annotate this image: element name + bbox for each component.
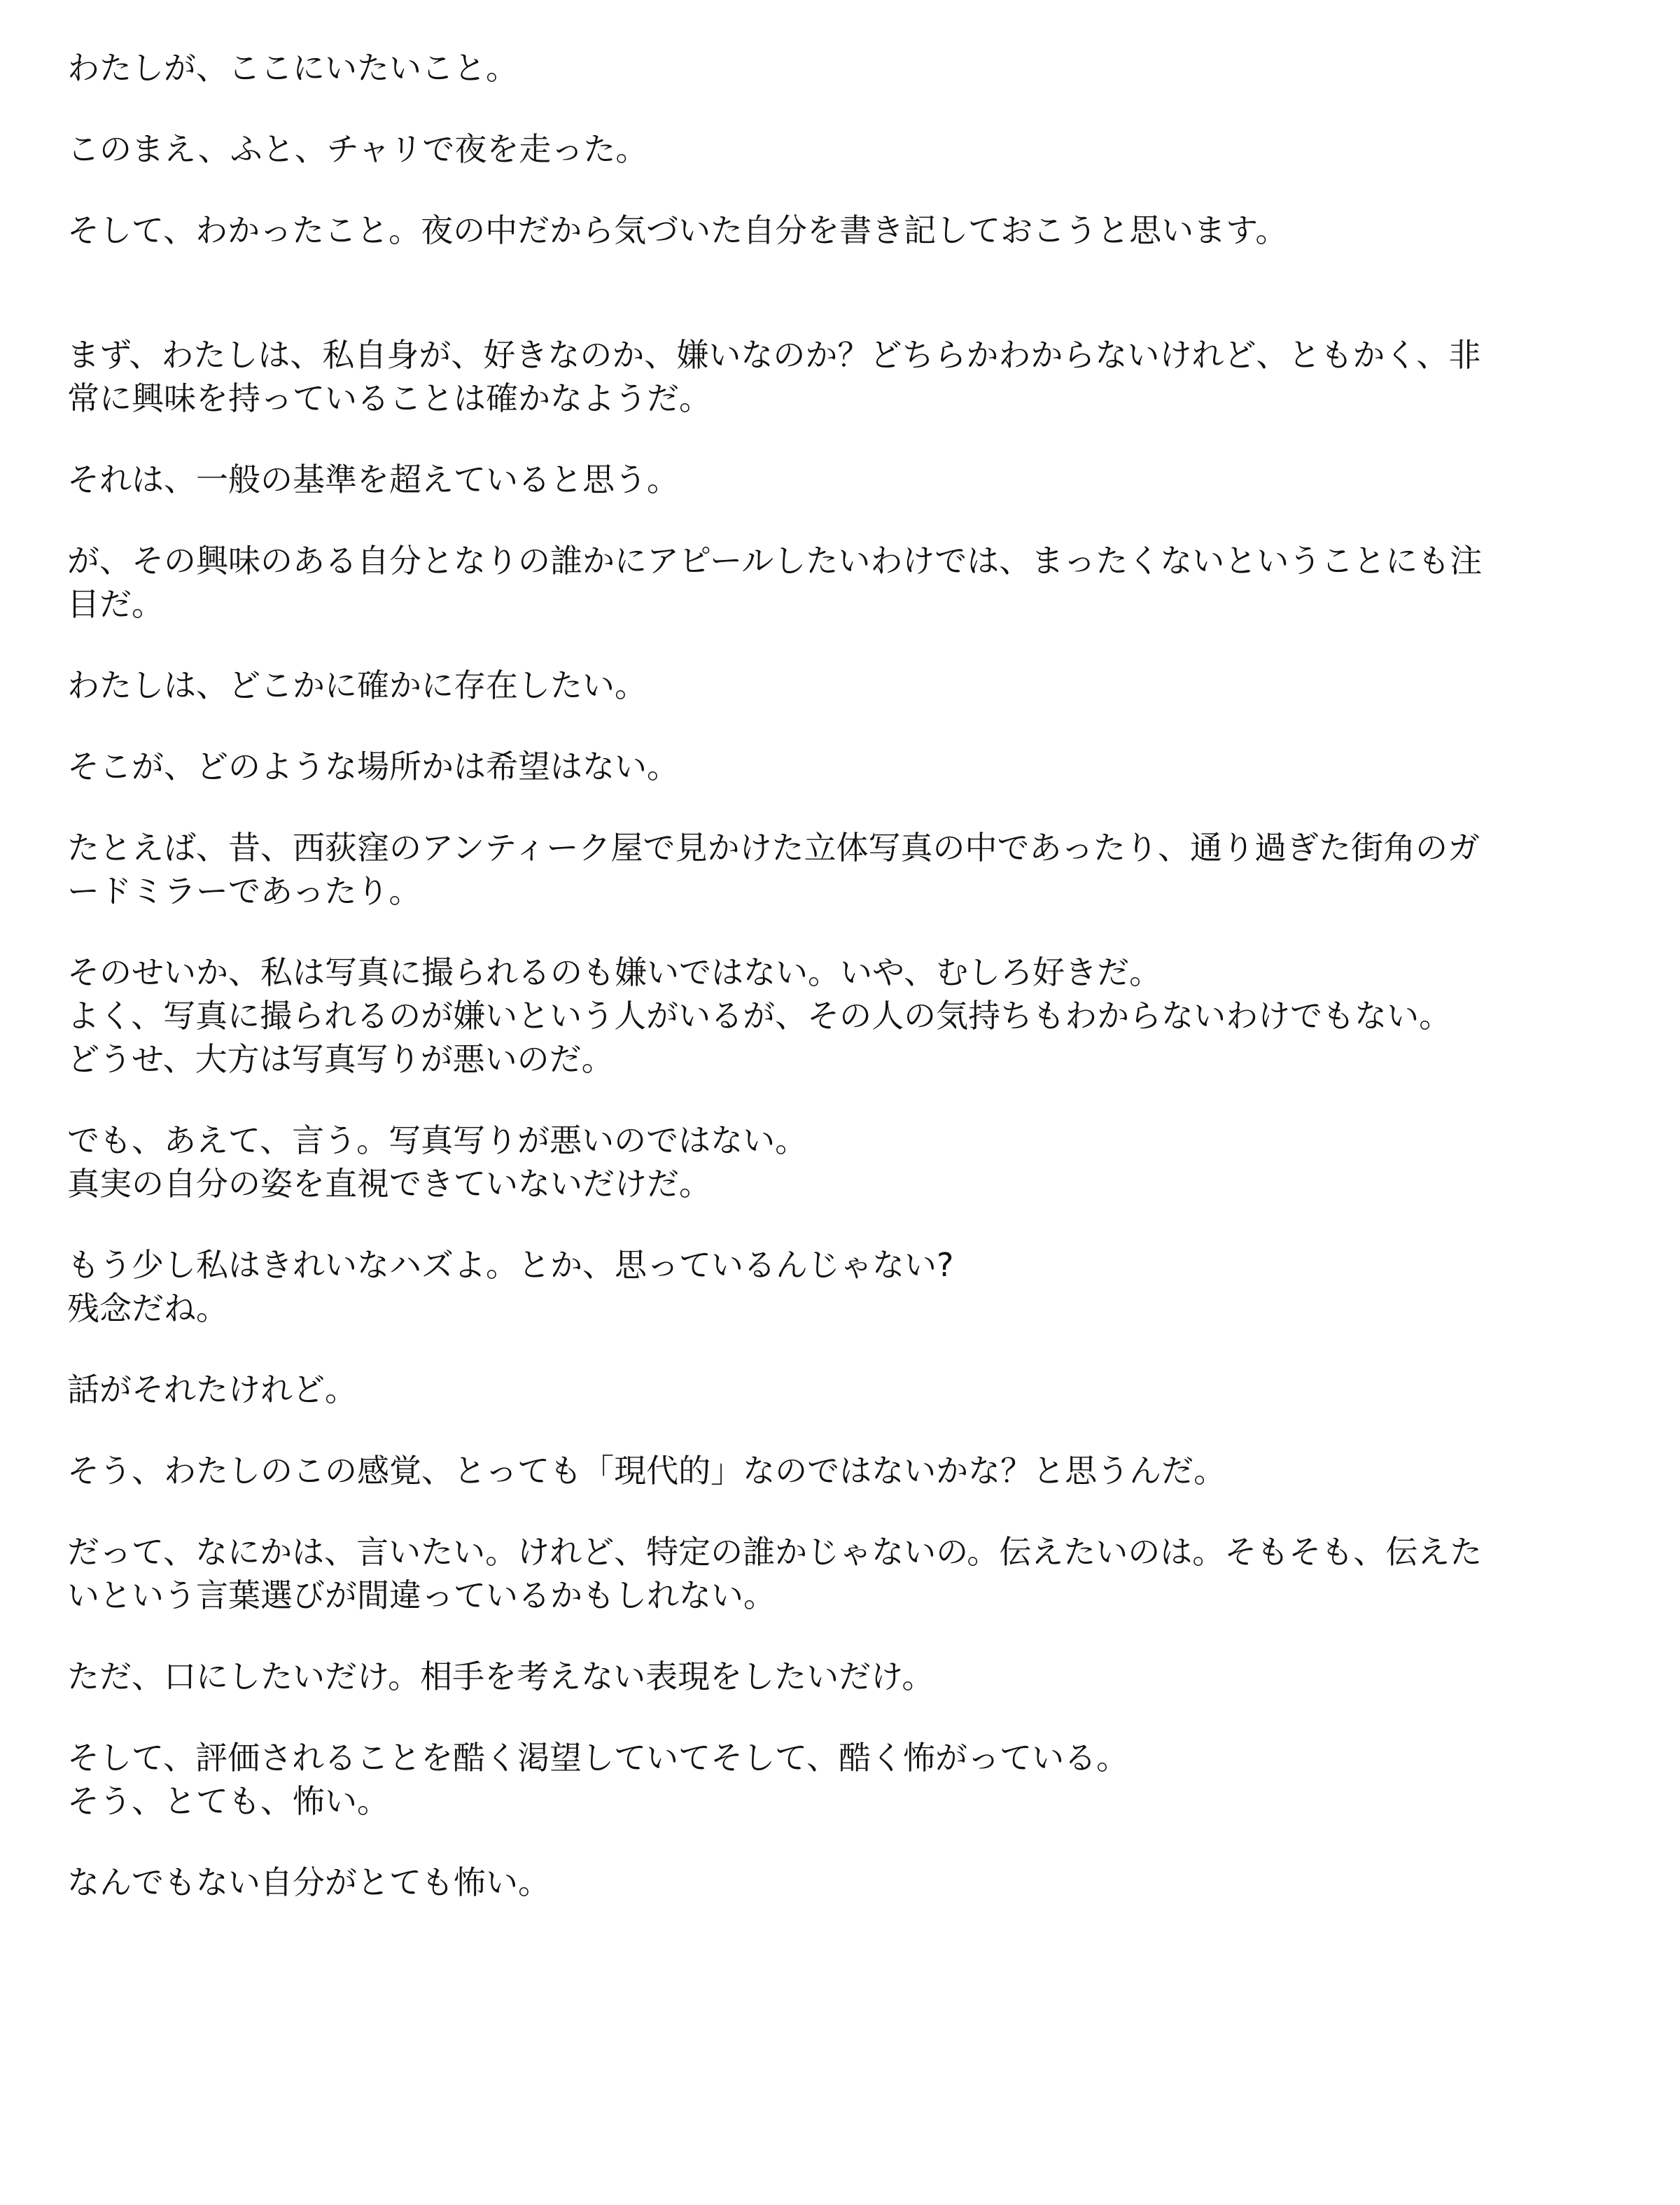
text-line: そして、わかったこと。夜の中だから気づいた自分を書き記しておこうと思います。 (67, 211, 1288, 249)
text-line: そこが、どのような場所かは希望はない。 (67, 748, 679, 785)
text-line: だって、なにかは、言いたい。けれど、特定の誰かじゃないの。伝えたいのは。そもそも、伝えた (67, 1533, 1483, 1571)
text-line: そして、評価されることを酷く渇望していてそして、酷く怖がっている。 (67, 1739, 1129, 1777)
text-line: それは、一般の基準を超えていると思う。 (67, 461, 679, 498)
text-line: 常に興味を持っていることは確かなようだ。 (67, 379, 711, 417)
text-line: そう、とても、怖い。 (67, 1782, 389, 1820)
text-line: が、その興味のある自分となりの誰かにアピールしたいわけでは、まったくないということにも注 (67, 542, 1483, 580)
text-line: でも、あえて、言う。写真写りが悪いのではない。 (67, 1121, 808, 1159)
text-line: 目だ。 (67, 585, 164, 623)
text-line: なんでもない自分がとても怖い。 (67, 1863, 550, 1901)
text-line: 真実の自分の姿を直視できていないだけだ。 (67, 1165, 711, 1203)
text-line: 話がそれたけれど。 (67, 1371, 357, 1408)
text-line: まず、わたしは、私自身が、好きなのか、嫌いなのか？どちらかわからないけれど、ともかく、非 (67, 336, 1481, 374)
text-line: よく、写真に撮られるのが嫌いという人がいるが、その人の気持ちもわからないわけでもない。 (67, 997, 1452, 1035)
text-line: 残念だね。 (67, 1289, 228, 1327)
text-line: どうせ、大方は写真写りが悪いのだ。 (67, 1040, 614, 1078)
document-body (67, 46, 1621, 1904)
text-line: たとえば、昔、西荻窪のアンティーク屋で見かけた立体写真の中であったり、通り過ぎた街角のガ (67, 829, 1480, 867)
text-line: ードミラーであったり。 (67, 872, 421, 910)
text-line: もう少し私はきれいなハズよ。とか、思っているんじゃない? (67, 1246, 954, 1284)
text-line: いという言葉選びが間違っているかもしれない。 (67, 1576, 776, 1614)
text-line: ただ、口にしたいだけ。相手を考えない表現をしたいだけ。 (67, 1658, 934, 1695)
text-line: そう、わたしのこの感覚、とっても「現代的」なのではないかな？と思うんだ。 (67, 1452, 1226, 1490)
text-line: わたしは、どこかに確かに存在したい。 (67, 666, 647, 704)
text-line: そのせいか、私は写真に撮られるのも嫌いではない。いや、むしろ好きだ。 (67, 953, 1162, 991)
text-line: わたしが、ここにいたいこと。 (67, 49, 518, 87)
text-line: このまえ、ふと、チャリで夜を走った。 (67, 130, 648, 168)
